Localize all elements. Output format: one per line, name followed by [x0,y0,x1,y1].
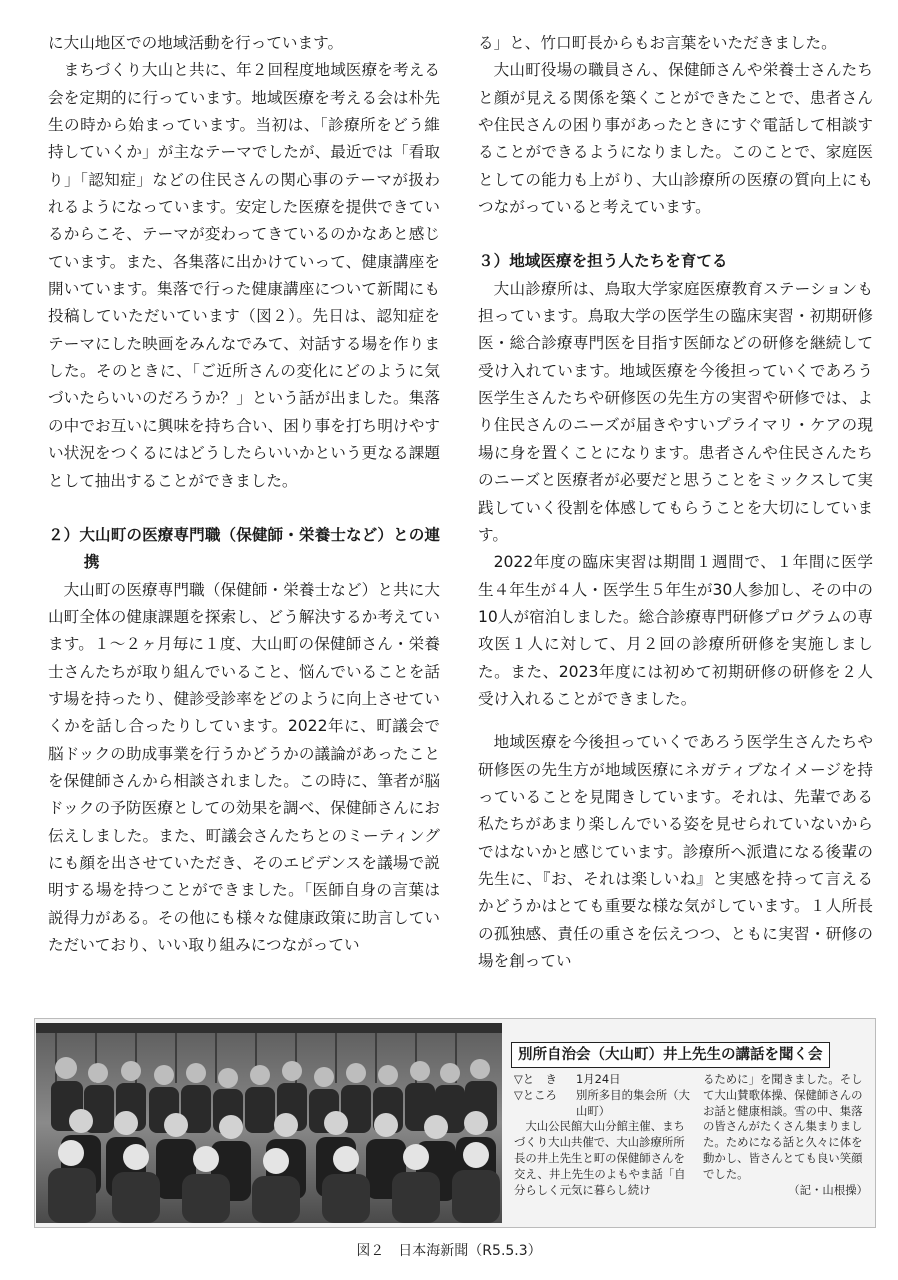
right-paragraph-2: 大山町役場の職員さん、保健師さんや栄養士さんたちと顔が見える関係を築くことができたことで、患者さんや住民さんの困り事があったときにすぐ電話して相談することができるようになりました。このことで、家庭医としての能力も上がり、大山診療所の医療の質向上にもつながっていると考えています。 [478,61,873,217]
left-column [48,30,440,959]
event-place-label: ▽ところ [514,1087,557,1102]
event-date-label: ▽と き [514,1072,557,1086]
left-paragraph-3: 大山町の医療専門職（保健師・栄養士など）と共に大山町全体の健康課題を探索し、どう解決するか考えています。１～２ヶ月毎に１度、大山町の保健師さん・栄養士さんたちが取り組んでいること、悩んでいることを話す場を持ったり、健診受診率をどのように向上させていくかを話し合ったりしています。2022年に、町議会で脳ドックの助成事業を行うかどうかの議論があったことを保健師さんから相談されました。この時に、筆者が脳ドックの予防医療としての効果を調べ、保健師さんにお伝えしました。また、町議会さんたちとのミーティングにも顔を出させていただき、そのエビデンスを議場で説明する場を持つことができました。「医師自身の言葉は説得力がある。その他にも様々な健康政策に助言していただいており、いい取り組みにつながってい [48,580,440,954]
clipping-text-column-2 [703,1072,868,1198]
left-paragraph-1: に大山地区での地域活動を行っています。 [48,34,344,52]
right-paragraph-5: 地域医療を今後担っていくであろう医学生さんたちや研修医の先生方が地域医療にネガティブなイメージを持っていることを見聞きしています。それは、先輩である私たちがあまり楽しんでいる姿を見せられていないからではないかと感じています。診療所へ派遣になる後輩の先生に、『お、それは楽しいね』と実感を持って言えるかどうかはとても重要な様な気がしています。１人所長の孤独感、責任の重さを伝えつつ、ともに実習・研修の場を創ってい [478,733,873,970]
event-place-value: 別所多目的集会所（大山町） [576,1087,690,1118]
section-heading-2: ２）大山町の医療専門職（保健師・栄養士など）との連携 [48,525,440,572]
clipping-text-column-1 [514,1072,692,1198]
event-date-row [514,1072,692,1088]
group-photo [36,1023,502,1223]
right-paragraph-4: 2022年度の臨床実習は期間１週間で、１年間に医学生４年生が４人・医学生５年生が30人参加し、その中の10人が宿泊しました。総合診療専門研修プログラムの専攻医１人に対して、月２回の診療所研修を実施しました。また、2023年度には初めて初期研修の研修を２人受け入れることができました。 [478,553,873,708]
clipping-body-2: るために」を聞きました。そして大山賛歌体操、保健師さんのお話と健康相談。雪の中、集落の皆さんがたくさん集まりました。ためになる話と久々に体を動かし、皆さんとても良い笑顔でした。 [703,1072,863,1181]
group-photo-image [36,1023,502,1223]
clipping-headline: 別所自治会（大山町）井上先生の講話を聞く会 [511,1042,830,1068]
right-column [478,30,873,975]
event-place-row [514,1088,692,1120]
clipping-signature: （記・山根操） [788,1182,868,1197]
event-date-value: 1月24日 [576,1072,621,1086]
left-paragraph-2: まちづくり大山と共に、年２回程度地域医療を考える会を定期的に行っています。地域医療を考える会は朴先生の時から始まっています。当初は、「診療所をどう維持していくか」が主なテーマでしたが、最近では「看取り」「認知症」などの住民さんの関心事のテーマが扱われるようになっています。安定した医療を提供できているからこそ、テーマが変わってきているのかなあと感じています。また、各集落に出かけていって、健康講座を開いています。集落で行った健康講座について新聞にも投稿していただいています（図２）。先日は、認知症をテーマにした映画をみんなでみて、対話する場を作りました。そのときに、「ご近所さんの変化にどのように気づいたらいいのだろうか？」という話が出ました。集落の中でお互いに興味を持ち合い、困り事を打ち明けやすい状況をつくるにはどうしたらいいかという更なる課題として抽出することができました。 [48,61,440,490]
section-heading-3: ３）地域医療を担う人たちを育てる [478,252,728,271]
right-paragraph-1: る」と、竹口町長からもお言葉をいただきました。 [478,34,837,52]
clipping-body-1: 大山公民館大山分館主催、まちづくり大山共催で、大山診療所所長の井上先生と町の保健師さんを交え、井上先生のよもやま話「自分らしく元気に暮らし続け [514,1119,686,1197]
right-paragraph-3: 大山診療所は、鳥取大学家庭医療教育ステーションも担っています。鳥取大学の医学生の臨床実習・初期研修医・総合診療専門医を目指す医師などの研修を継続して受け入れています。地域医療を今後担っていくであろう医学生さんたちや研修医の先生方の実習や研修では、より住民さんのニーズが届きやすいプライマリ・ケアの現場に身を置くことになります。患者さんや住民さんたちのニーズと医療者が必要だと思うことをミックスして実践していく役割を体感してもらうことを大切にしています。 [478,279,873,544]
figure-caption: 図２ 日本海新聞（R5.5.3） [356,1243,542,1259]
